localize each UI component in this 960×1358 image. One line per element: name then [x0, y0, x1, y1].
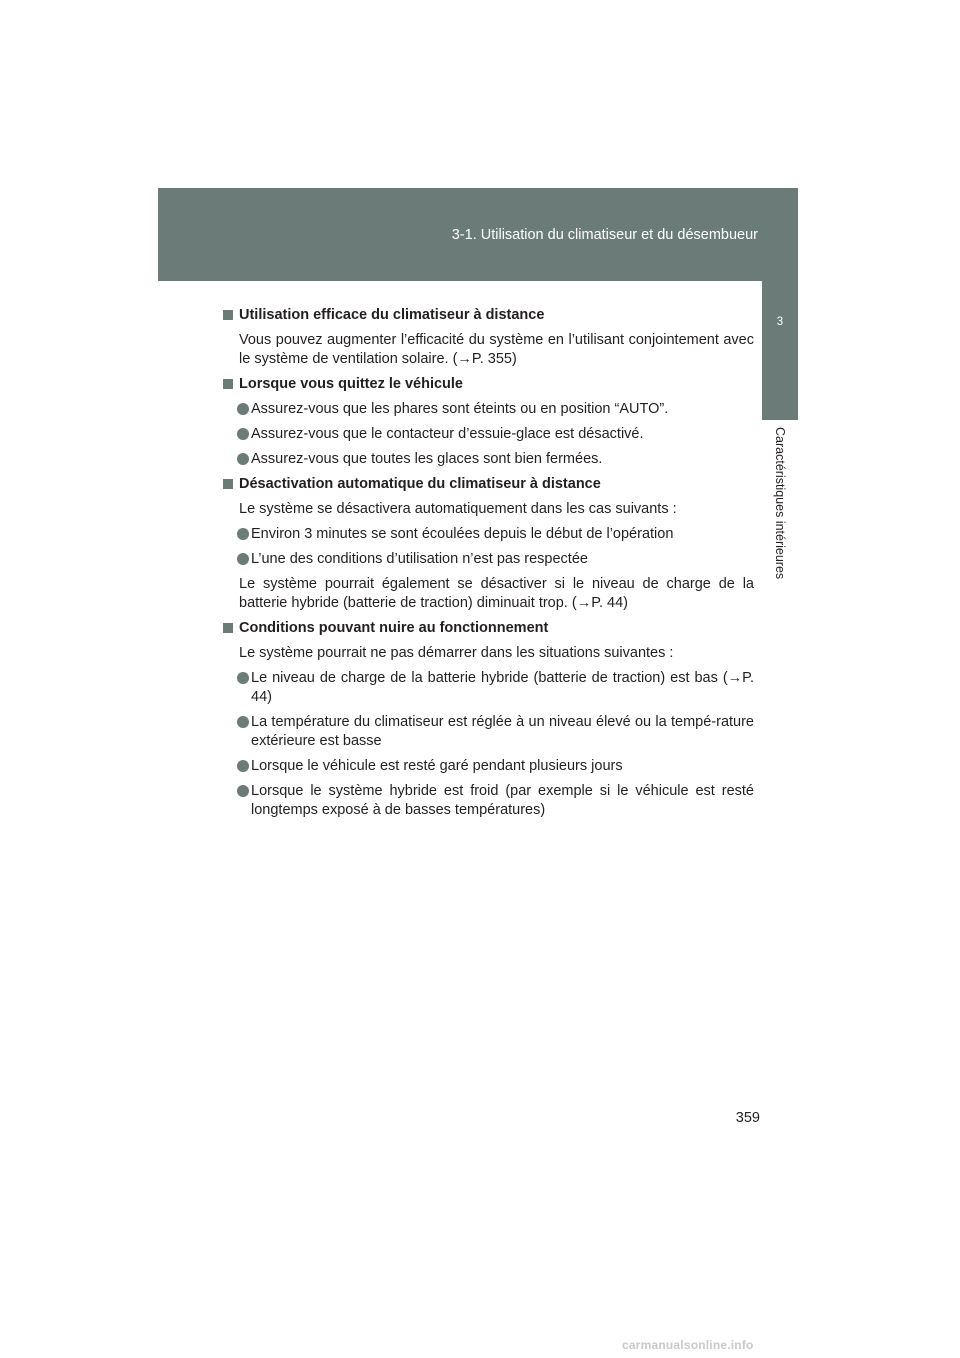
- paragraph: Le système pourrait également se désactiver si le niveau de charge de la batterie hybride (batterie de traction) diminuait trop. (→P. 44): [239, 576, 754, 611]
- list-item: Lorsque le système hybride est froid (par exemple si le véhicule est resté longtemps exposé à de basses températures): [222, 782, 754, 820]
- list-item: La température du climatiseur est réglée à un niveau élevé ou la tempé-rature extérieure est basse: [222, 713, 754, 751]
- section-title: Lorsque vous quittez le véhicule: [222, 375, 754, 394]
- section-auto-deactivation: [222, 475, 754, 613]
- section-leaving-vehicle: [222, 375, 754, 469]
- section-title: Utilisation efficace du climatiseur à distance: [222, 306, 754, 325]
- square-bullet-icon: [223, 479, 233, 489]
- chapter-side-tab[interactable]: [762, 281, 798, 841]
- round-bullet-icon: [237, 403, 249, 415]
- chapter-label: Caractéristiques intérieures: [773, 427, 787, 580]
- section-title: Désactivation automatique du climatiseur à distance: [222, 475, 754, 494]
- round-bullet-icon: [237, 672, 249, 684]
- list-item: Assurez-vous que toutes les glaces sont bien fermées.: [222, 450, 754, 469]
- list-item: L’une des conditions d’utilisation n’est pas respectée: [222, 550, 754, 569]
- section-remote-ac-efficiency: [222, 306, 754, 369]
- round-bullet-icon: [237, 428, 249, 440]
- section-header-title: 3-1. Utilisation du climatiseur et du désembueur: [451, 227, 758, 243]
- round-bullet-icon: [237, 716, 249, 728]
- square-bullet-icon: [223, 310, 233, 320]
- page-content: [222, 306, 754, 826]
- section-operating-conditions: [222, 619, 754, 820]
- round-bullet-icon: [237, 528, 249, 540]
- round-bullet-icon: [237, 553, 249, 565]
- round-bullet-icon: [237, 785, 249, 797]
- square-bullet-icon: [223, 623, 233, 633]
- page-number: 359: [735, 1110, 760, 1126]
- paragraph: Le système se désactivera automatiquement dans les cas suivants :: [239, 501, 677, 517]
- square-bullet-icon: [223, 379, 233, 389]
- list-item: Le niveau de charge de la batterie hybride (batterie de traction) est bas (→P. 44): [222, 669, 754, 707]
- list-item: Assurez-vous que le contacteur d’essuie-glace est désactivé.: [222, 425, 754, 444]
- paragraph: Le système pourrait ne pas démarrer dans les situations suivantes :: [239, 645, 674, 661]
- list-item: Lorsque le véhicule est resté garé pendant plusieurs jours: [222, 757, 754, 776]
- chapter-number: 3: [762, 281, 798, 420]
- header-bar: [158, 188, 798, 281]
- list-item: Assurez-vous que les phares sont éteints ou en position “AUTO”.: [222, 400, 754, 419]
- paragraph: Vous pouvez augmenter l’efficacité du système en l’utilisant conjointement avec le système de ventilation solaire. (→P. 355): [239, 332, 754, 367]
- round-bullet-icon: [237, 760, 249, 772]
- watermark[interactable]: carmanualsonline.info: [622, 1338, 754, 1352]
- section-title: Conditions pouvant nuire au fonctionnement: [222, 619, 754, 638]
- list-item: Environ 3 minutes se sont écoulées depuis le début de l’opération: [222, 525, 754, 544]
- round-bullet-icon: [237, 453, 249, 465]
